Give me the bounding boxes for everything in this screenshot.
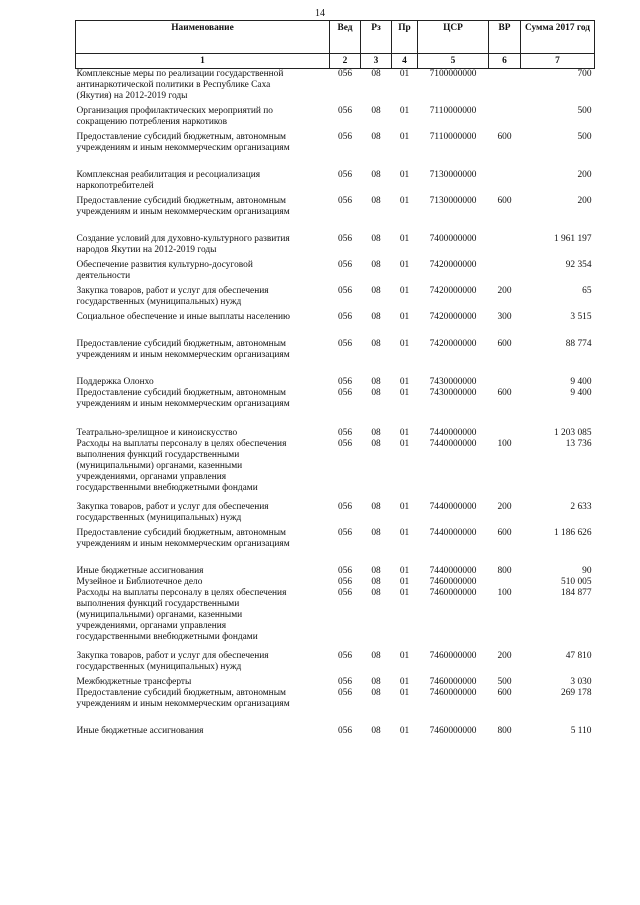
row-csr: 7130000000 [429,196,477,206]
row-ved: 056 [337,170,353,180]
table-row [76,388,595,428]
row-rz: 08 [371,132,381,142]
row-sum: 90 [582,566,592,576]
row-vr [489,69,521,107]
row-ved: 056 [337,726,353,736]
row-ved: 056 [337,528,353,538]
row-pr: 01 [399,588,410,598]
row-csr: 7400000000 [429,234,477,244]
column-number: 7 [521,54,595,69]
row-vr: 200 [497,286,512,296]
row-sum: 700 [577,69,592,79]
column-number: 6 [489,54,521,69]
column-number: 1 [76,54,330,69]
header-ved: Вед [330,21,361,54]
row-rz: 08 [371,260,381,270]
budget-table [75,20,595,737]
row-name: Создание условий для духовно-культурного развития народов Якутии на 2012-2019 годы [76,234,290,255]
row-name: Предоставление субсидий бюджетным, автономным учреждениям и иным некоммерческим организациям [76,388,290,409]
row-vr: 800 [497,566,512,576]
table-row [76,286,595,312]
row-csr: 7440000000 [429,502,477,512]
table-row [76,677,595,688]
row-rz: 08 [371,588,381,598]
header-csr: ЦСР [418,21,489,54]
row-sum: 500 [577,106,592,116]
row-csr: 7100000000 [429,69,477,79]
row-csr: 7440000000 [429,566,477,576]
row-ved: 056 [337,339,353,349]
row-vr: 800 [497,726,512,736]
table-row [76,234,595,260]
row-vr [489,170,521,196]
row-name: Закупка товаров, работ и услуг для обеспечения государственных (муниципальных) нужд [76,286,269,307]
row-csr: 7460000000 [429,651,477,661]
row-pr: 01 [399,428,410,438]
row-csr: 7420000000 [429,260,477,270]
table-row [76,428,595,439]
header-rz: Рз [361,21,392,54]
table-row [76,339,595,377]
row-rz: 08 [371,106,381,116]
row-ved: 056 [337,196,353,206]
row-sum: 3 030 [570,677,592,687]
column-number: 2 [330,54,361,69]
table-row [76,528,595,566]
row-sum: 65 [582,286,592,296]
row-vr: 100 [497,588,512,598]
row-name: Социальное обеспечение и иные выплаты населению [76,312,291,322]
row-sum: 510 005 [561,577,592,587]
row-sum: 9 400 [570,388,592,398]
row-sum: 269 178 [561,688,592,698]
column-number: 3 [361,54,392,69]
table-row [76,260,595,286]
row-csr: 7110000000 [429,106,477,116]
table-row [76,588,595,651]
row-pr: 01 [399,677,410,687]
row-ved: 056 [337,377,353,387]
row-vr [489,577,521,588]
row-pr: 01 [399,286,410,296]
row-rz: 08 [371,677,381,687]
row-csr: 7130000000 [429,170,477,180]
row-pr: 01 [399,651,410,661]
row-csr: 7440000000 [429,439,477,449]
row-pr: 01 [399,260,410,270]
table-row [76,688,595,726]
row-sum: 200 [577,170,592,180]
row-pr: 01 [399,502,410,512]
row-sum: 200 [577,196,592,206]
row-csr: 7420000000 [429,339,477,349]
column-number: 4 [392,54,418,69]
row-sum: 1 961 197 [554,234,592,244]
row-ved: 056 [337,439,353,449]
row-name: Театрально-зрелищное и киноискусство [76,428,238,438]
row-ved: 056 [337,312,353,322]
row-vr: 600 [497,339,512,349]
row-sum: 13 736 [565,439,592,449]
row-ved: 056 [337,132,353,142]
row-csr: 7460000000 [429,726,477,736]
header-name: Наименование [76,21,330,54]
row-rz: 08 [371,439,381,449]
table-row [76,312,595,339]
column-number: 5 [418,54,489,69]
row-vr [489,377,521,388]
row-vr: 600 [497,528,512,538]
row-vr: 200 [497,651,512,661]
row-name: Закупка товаров, работ и услуг для обеспечения государственных (муниципальных) нужд [76,502,269,523]
row-sum: 3 515 [570,312,592,322]
row-vr: 200 [497,502,512,512]
row-name: Поддержка Олонхо [76,377,154,387]
row-pr: 01 [399,69,410,79]
table-row [76,726,595,737]
row-rz: 08 [371,312,381,322]
table-row [76,651,595,677]
table-row [76,502,595,528]
row-sum: 92 354 [565,260,592,270]
row-vr: 600 [497,132,512,142]
row-ved: 056 [337,234,353,244]
row-pr: 01 [399,566,410,576]
row-sum: 500 [577,132,592,142]
row-ved: 056 [337,286,353,296]
row-rz: 08 [371,170,381,180]
row-rz: 08 [371,566,381,576]
header-sum: Сумма 2017 год [521,21,595,54]
row-rz: 08 [371,428,381,438]
row-ved: 056 [337,677,353,687]
row-pr: 01 [399,726,410,736]
row-rz: 08 [371,286,381,296]
row-sum: 1 203 085 [554,428,592,438]
row-sum: 1 186 626 [554,528,592,538]
row-name: Комплексная реабилитация и ресоциализация наркопотребителей [76,170,261,191]
row-pr: 01 [399,196,410,206]
row-pr: 01 [399,312,410,322]
table-row [76,106,595,132]
row-pr: 01 [399,339,410,349]
row-name: Организация профилактических мероприятий по сокращению потребления наркотиков [76,106,273,127]
header-vr: ВР [489,21,521,54]
row-ved: 056 [337,106,353,116]
row-pr: 01 [399,688,410,698]
row-vr: 100 [497,439,512,449]
row-name: Комплексные меры по реализации государственной антинаркотической политики в Республике Саха (Якутия) на 2012-2019 годы [76,69,284,101]
row-vr [489,260,521,286]
header-row [76,21,595,54]
row-vr: 500 [497,677,512,687]
row-vr: 300 [497,312,512,322]
row-sum: 9 400 [570,377,592,387]
row-sum: 184 877 [561,588,592,598]
row-rz: 08 [371,726,381,736]
row-ved: 056 [337,566,353,576]
row-name: Предоставление субсидий бюджетным, автономным учреждениям и иным некоммерческим организациям [76,688,290,709]
row-ved: 056 [337,260,353,270]
row-vr [489,234,521,260]
header-pr: Пр [392,21,418,54]
row-rz: 08 [371,688,381,698]
row-pr: 01 [399,388,410,398]
table-row [76,132,595,170]
row-pr: 01 [399,106,410,116]
row-csr: 7430000000 [429,377,477,387]
table-row [76,377,595,388]
row-pr: 01 [399,170,410,180]
row-name: Закупка товаров, работ и услуг для обеспечения государственных (муниципальных) нужд [76,651,269,672]
row-pr: 01 [399,377,410,387]
row-rz: 08 [371,528,381,538]
row-sum: 47 810 [565,651,592,661]
row-csr: 7460000000 [429,677,477,687]
row-pr: 01 [399,234,410,244]
row-vr [489,428,521,439]
row-name: Предоставление субсидий бюджетным, автономным учреждениям и иным некоммерческим организациям [76,196,290,217]
row-rz: 08 [371,388,381,398]
row-ved: 056 [337,388,353,398]
table-row [76,69,595,107]
row-name: Межбюджетные трансферты [76,677,192,687]
row-rz: 08 [371,69,381,79]
row-sum: 5 110 [570,726,592,736]
table-row [76,566,595,577]
row-csr: 7110000000 [429,132,477,142]
row-name: Расходы на выплаты персоналу в целях обеспечения выполнения функций государственными (муниципальными) органами, казенными учреждениями, органами управления государственными внебюджетными фондами [76,588,287,642]
row-csr: 7430000000 [429,388,477,398]
row-pr: 01 [399,528,410,538]
row-name: Обеспечение развития культурно-досуговой деятельности [76,260,253,281]
page-number: 14 [315,8,325,19]
row-name: Предоставление субсидий бюджетным, автономным учреждениям и иным некоммерческим организациям [76,132,290,153]
row-ved: 056 [337,69,353,79]
row-ved: 056 [337,502,353,512]
table-row [76,170,595,196]
row-ved: 056 [337,688,353,698]
row-csr: 7420000000 [429,286,477,296]
row-name: Иные бюджетные ассигнования [76,566,204,576]
row-ved: 056 [337,577,353,587]
table-row [76,196,595,234]
row-name: Предоставление субсидий бюджетным, автономным учреждениям и иным некоммерческим организациям [76,339,290,360]
row-ved: 056 [337,428,353,438]
table-body [76,69,595,738]
row-name: Предоставление субсидий бюджетным, автономным учреждениям и иным некоммерческим организациям [76,528,290,549]
row-csr: 7440000000 [429,428,477,438]
row-sum: 88 774 [565,339,592,349]
table-row [76,577,595,588]
row-csr: 7460000000 [429,588,477,598]
row-pr: 01 [399,132,410,142]
row-csr: 7460000000 [429,688,477,698]
row-rz: 08 [371,502,381,512]
table-row [76,439,595,502]
row-vr: 600 [497,388,512,398]
row-csr: 7440000000 [429,528,477,538]
row-rz: 08 [371,196,381,206]
row-pr: 01 [399,439,410,449]
row-name: Музейное и Библиотечное дело [76,577,203,587]
row-name: Иные бюджетные ассигнования [76,726,204,736]
row-pr: 01 [399,577,410,587]
row-vr: 600 [497,196,512,206]
row-csr: 7460000000 [429,577,477,587]
row-ved: 056 [337,651,353,661]
row-ved: 056 [337,588,353,598]
row-rz: 08 [371,377,381,387]
row-rz: 08 [371,339,381,349]
row-sum: 2 633 [570,502,592,512]
row-vr [489,106,521,132]
column-number-row [76,54,595,69]
row-name: Расходы на выплаты персоналу в целях обеспечения выполнения функций государственными (муниципальными) органами, казенными учреждениями, органами управления государственными внебюджетными фондами [76,439,287,493]
row-rz: 08 [371,651,381,661]
row-vr: 600 [497,688,512,698]
row-rz: 08 [371,234,381,244]
row-rz: 08 [371,577,381,587]
row-csr: 7420000000 [429,312,477,322]
